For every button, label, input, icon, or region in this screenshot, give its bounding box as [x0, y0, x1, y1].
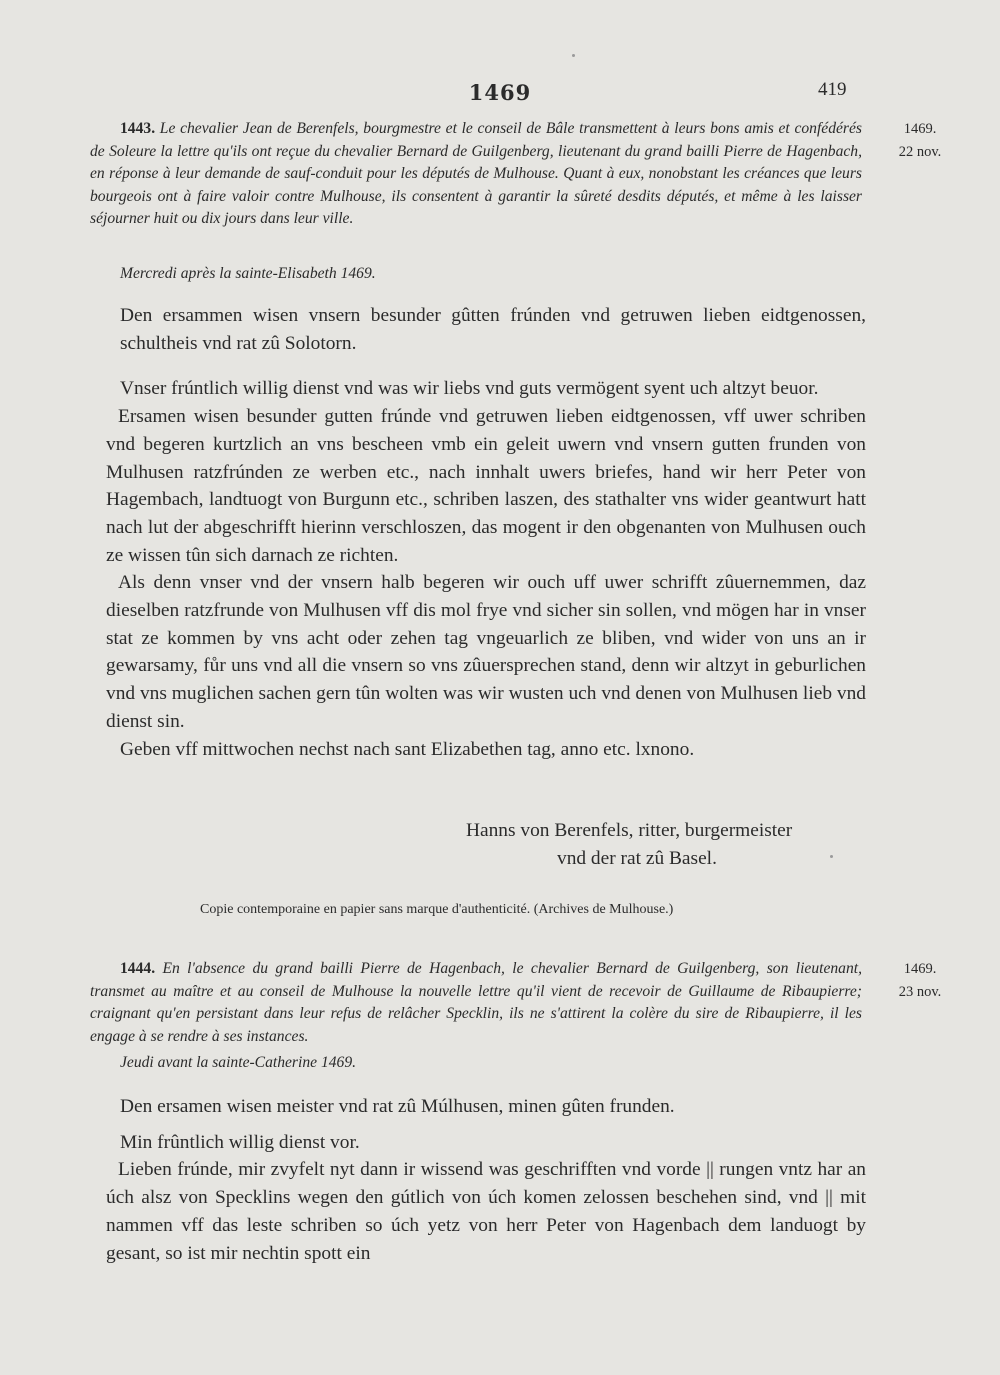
doc-1443-dating-clause: Geben vff mittwochen nechst nach sant Elizabethen tag, anno etc. lxnono.	[120, 738, 695, 760]
doc-1443-margin-note	[880, 118, 960, 164]
doc-1443-paragraph-2: Ersamen wisen besunder gutten frúnde vnd getruwen lieben eidtgenossen, vff uwer schriben vnd begeren kurtzlich an vns bescheen vmb ein geleit uwern vnd vnsern gutten frunden von Mulhusen ratzfrúnden ze werben etc., nach innhalt uwers briefes, hand wir herr Peter von Hagembach, landtuogt von Burgunn etc., schriben laszen, des stathalter vns wider geantwurt hatt nach lut der abgeschrifft hierinn verschloszen, das mogent ir den obgenanten von Mulhusen ouch ze wissen tûn sich darnach ze richten.	[106, 406, 866, 566]
doc-1443-paragraph-3: Als denn vnser vnd der vnsern halb begeren wir ouch uff uwer schrifft zûuernemmen, daz dieselben ratzfrunde von Mulhusen vff dis mol frye vnd sicher sin sollen, vnd mögen har in vnser stat ze kommen by vns acht oder zehen tag vngeuarlich ze bliben, vnd wider von uns an ir gewarsamy, fůr uns vnd all die vnsern so vns zûuersprechen stand, denn wir altzyt in geburlichen vnd vns muglichen sachen gern tûn wolten was wir wusten uch vnd denen von Mulhusen lieb vnd dienst sin.	[106, 572, 866, 732]
doc-1443-margin-date: 22 nov.	[898, 144, 942, 160]
doc-1444-address: Den ersamen wisen meister vnd rat zû Múlhusen, minen gûten frunden.	[120, 1096, 675, 1117]
doc-1443-signature-line-1: Hanns von Berenfels, ritter, burgermeister	[466, 820, 793, 841]
doc-1444-margin-year: 1469.	[903, 961, 937, 977]
doc-1443-source-note: Copie contemporaine en papier sans marque d'authenticité. (Archives de Mulhouse.)	[200, 902, 674, 917]
doc-1444-number: 1444.	[120, 960, 156, 977]
doc-1443-greeting: Vnser frúntlich willig dienst vnd was wir liebs vnd guts vermögent syent uch altzyt beuor.	[120, 378, 819, 400]
doc-1444-margin-date: 23 nov.	[898, 984, 942, 1000]
doc-1444-greeting: Min frûntlich willig dienst vor.	[120, 1131, 360, 1153]
doc-1443-number: 1443.	[120, 120, 156, 137]
doc-1444-summary-text: En l'absence du grand bailli Pierre de Hagenbach, le chevalier Bernard de Guilgenberg, son lieutenant, transmet au maître et au conseil de Mulhouse la nouvelle lettre qu'il vient de recevoir de Guillaume de Ribaupierre; craignant qu'en persistant dans leur refus de relâcher Specklin, ils ne s'attirent la colère du sire de Ribaupierre, il les engage à se rendre à ses instances.	[90, 960, 863, 1045]
paper-speck	[830, 855, 833, 858]
doc-1444-paragraph-2: Lieben frúnde, mir zvyfelt nyt dann ir wissend was geschrifften vnd vorde || rungen vntz har an úch alsz von Specklins wegen den gútlich von úch komen zelossen beschehen sind, vnd || mit nammen vff das leste schriben so úch yetz von herr Peter von Hagenbach dem landuogt by gesant, so ist mir nechtin spott ein	[106, 1159, 866, 1264]
page-header-year: 1469	[468, 80, 532, 105]
doc-1444-date-line: Jeudi avant la sainte-Catherine 1469.	[120, 1054, 357, 1071]
doc-1444-body	[106, 1093, 866, 1267]
doc-1444-margin-note	[880, 958, 960, 1004]
doc-1443-summary	[90, 118, 862, 231]
page-number: 419	[818, 79, 847, 100]
paper-speck	[572, 54, 575, 57]
doc-1443-body	[106, 302, 866, 763]
doc-1443-signature-line-2: vnd der rat zû Basel.	[557, 848, 717, 869]
doc-1443-summary-text: Le chevalier Jean de Berenfels, bourgmestre et le conseil de Bâle transmettent à leurs bons amis et confédérés de Soleure la lettre qu'ils ont reçue du chevalier Bernard de Guilgenberg, lieutenant du grand bailli Pierre de Hagenbach, en réponse à leur demande de sauf-conduit pour les députés de Mulhouse. Quant à eux, nonobstant les créances que leurs bourgeois ont à faire valoir contre Mulhouse, ils consentent à garantir la sûreté desdits députés, et même à les laisser séjourner huit ou dix jours dans leur ville.	[90, 120, 862, 227]
doc-1444-summary	[90, 958, 862, 1048]
doc-1443-margin-year: 1469.	[903, 121, 937, 137]
doc-1443-address: Den ersammen wisen vnsern besunder gûtten frúnden vnd getruwen lieben eidtgenossen, schultheis vnd rat zû Solotorn.	[120, 305, 866, 354]
doc-1443-date-line: Mercredi après la sainte-Elisabeth 1469.	[120, 265, 376, 282]
